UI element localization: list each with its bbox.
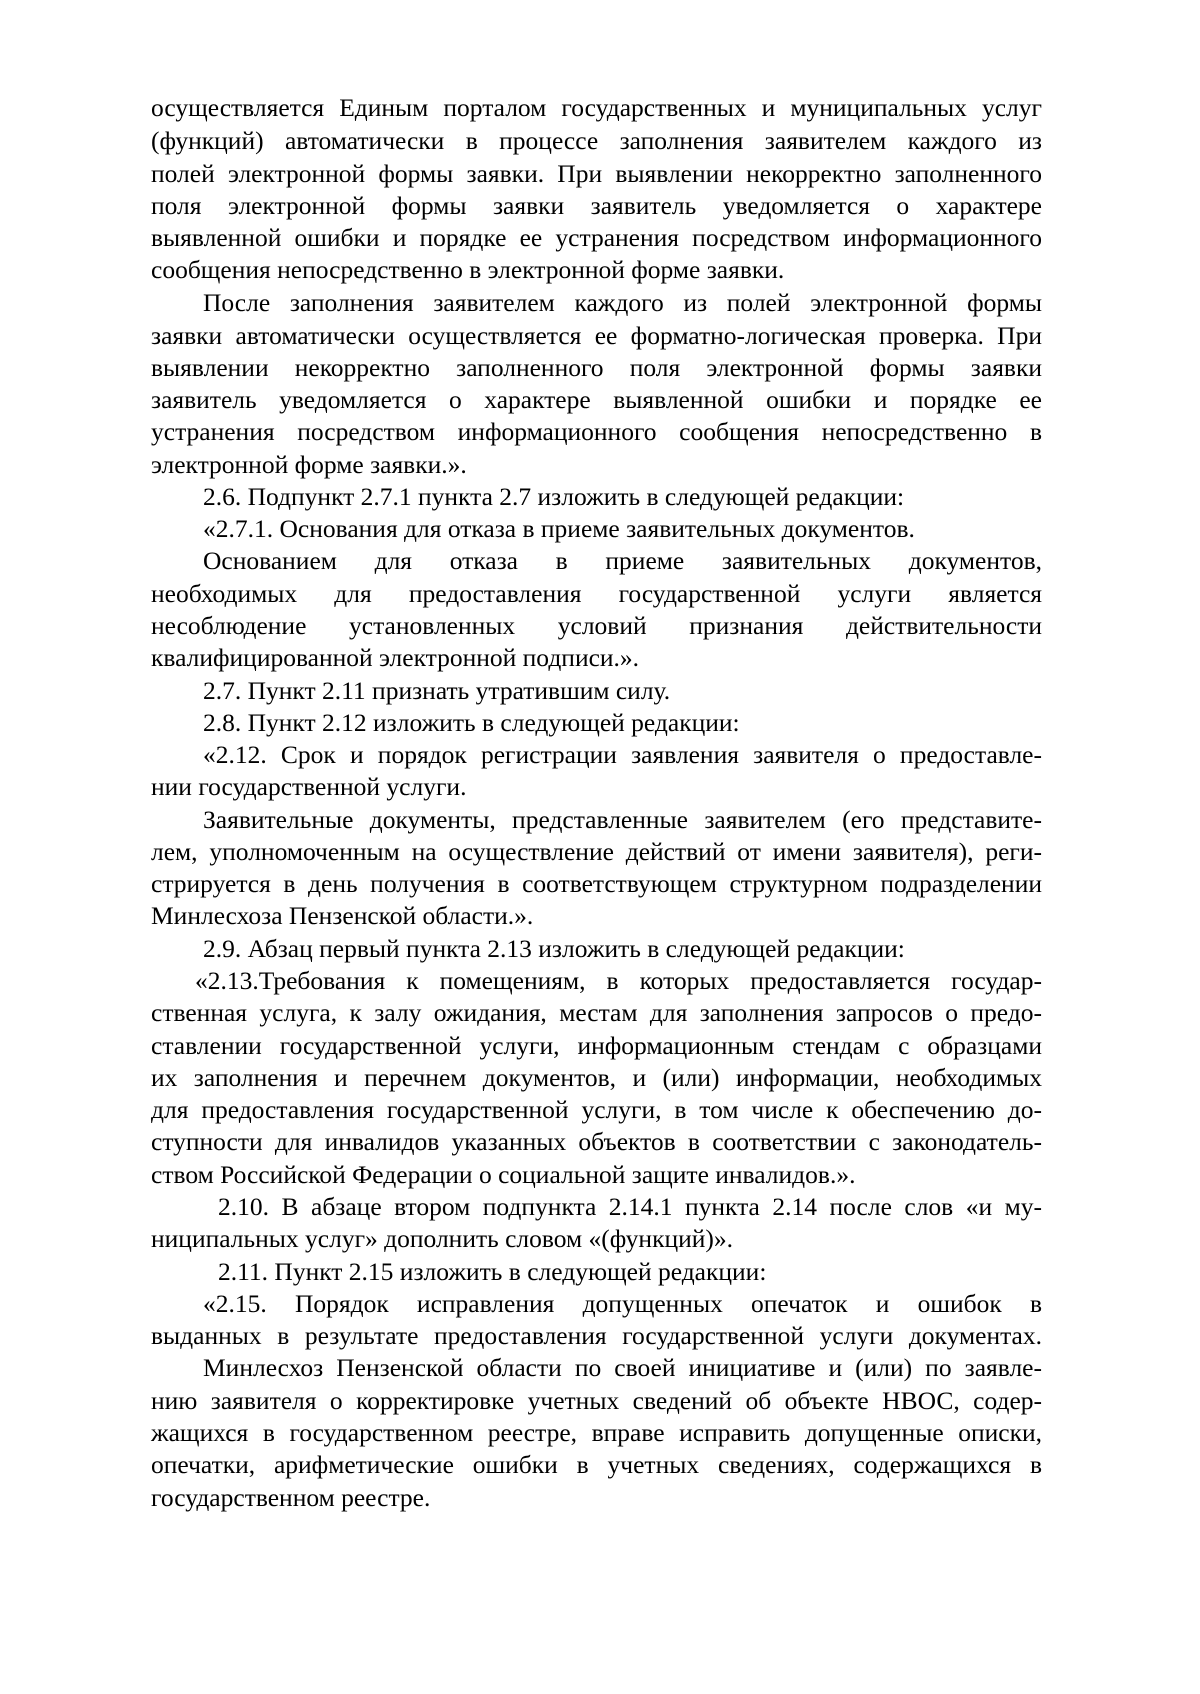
- text-line: выявлении некорректно заполненного поля электронной формы заявки: [151, 353, 1042, 382]
- text-line: заявки автоматически осуществляется ее форматно-логическая проверка. При: [151, 321, 1042, 350]
- text-line: «2.13.Требования к помещениям, в которых предоставляется государ-: [195, 966, 1042, 995]
- text-line: 2.10. В абзаце втором подпункта 2.14.1 пункта 2.14 после слов «и му-: [218, 1192, 1042, 1221]
- text-line: Минлесхоза Пензенской области.».: [151, 901, 534, 930]
- text-line: государственном реестре.: [151, 1483, 431, 1512]
- text-line: их заполнения и перечнем документов, и (или) информации, необходимых: [151, 1063, 1042, 1092]
- text-line: ставлении государственной услуги, информационным стендам с образцами: [151, 1031, 1042, 1060]
- text-line: ступности для инвалидов указанных объектов в соответствии с законодатель-: [151, 1127, 1042, 1156]
- text-line: нию заявителя о корректировке учетных сведений об объекте НВОС, содер-: [151, 1386, 1042, 1415]
- text-line: осуществляется Единым порталом государственных и муниципальных услуг: [151, 93, 1042, 122]
- text-line: опечатки, арифметические ошибки в учетных сведениях, содержащихся в: [151, 1450, 1042, 1479]
- text-line: жащихся в государственном реестре, вправе исправить допущенные описки,: [151, 1418, 1042, 1447]
- text-line: «2.15. Порядок исправления допущенных опечаток и ошибок в: [203, 1289, 1042, 1318]
- text-line: 2.6. Подпункт 2.7.1 пункта 2.7 изложить в следующей редакции:: [203, 482, 905, 511]
- text-line: ниципальных услуг» дополнить словом «(функций)».: [151, 1224, 734, 1253]
- text-line: для предоставления государственной услуги, в том числе к обеспечению до-: [151, 1095, 1042, 1124]
- text-line: ством Российской Федерации о социальной защите инвалидов.».: [151, 1160, 856, 1189]
- text-line: (функций) автоматически в процессе заполнения заявителем каждого из: [151, 126, 1042, 155]
- text-line: сообщения непосредственно в электронной форме заявки.: [151, 255, 785, 284]
- text-line: 2.11. Пункт 2.15 изложить в следующей редакции:: [218, 1257, 767, 1286]
- text-line: Минлесхоз Пензенской области по своей инициативе и (или) по заявле-: [203, 1353, 1042, 1382]
- text-line: 2.7. Пункт 2.11 признать утратившим силу.: [203, 676, 671, 705]
- text-line: стрируется в день получения в соответствующем структурном подразделении: [151, 869, 1042, 898]
- text-line: заявитель уведомляется о характере выявленной ошибки и порядке ее: [151, 385, 1042, 414]
- text-line: полей электронной формы заявки. При выявлении некорректно заполненного: [151, 159, 1042, 188]
- text-line: выявленной ошибки и порядке ее устранения посредством информационного: [151, 223, 1042, 252]
- text-line: ственная услуга, к залу ожидания, местам для заполнения запросов о предо-: [151, 998, 1042, 1027]
- text-line: электронной форме заявки.».: [151, 450, 467, 479]
- text-line: «2.12. Срок и порядок регистрации заявления заявителя о предоставле-: [203, 740, 1042, 769]
- text-line: 2.8. Пункт 2.12 изложить в следующей редакции:: [203, 708, 740, 737]
- text-line: «2.7.1. Основания для отказа в приеме заявительных документов.: [203, 514, 915, 543]
- text-line: несоблюдение установленных условий признания действительности: [151, 611, 1042, 640]
- text-line: выданных в результате предоставления государственной услуги документах.: [151, 1321, 1042, 1350]
- text-line: После заполнения заявителем каждого из полей электронной формы: [203, 288, 1042, 317]
- text-line: Основанием для отказа в приеме заявительных документов,: [203, 546, 1042, 575]
- text-line: квалифицированной электронной подписи.».: [151, 643, 640, 672]
- text-line: 2.9. Абзац первый пункта 2.13 изложить в следующей редакции:: [203, 934, 905, 963]
- text-line: лем, уполномоченным на осуществление действий от имени заявителя), реги-: [151, 837, 1042, 866]
- text-line: поля электронной формы заявки заявитель уведомляется о характере: [151, 191, 1042, 220]
- text-line: необходимых для предоставления государственной услуги является: [151, 579, 1042, 608]
- text-line: нии государственной услуги.: [151, 772, 467, 801]
- text-line: устранения посредством информационного сообщения непосредственно в: [151, 417, 1042, 446]
- text-line: Заявительные документы, представленные заявителем (его представите-: [203, 805, 1042, 834]
